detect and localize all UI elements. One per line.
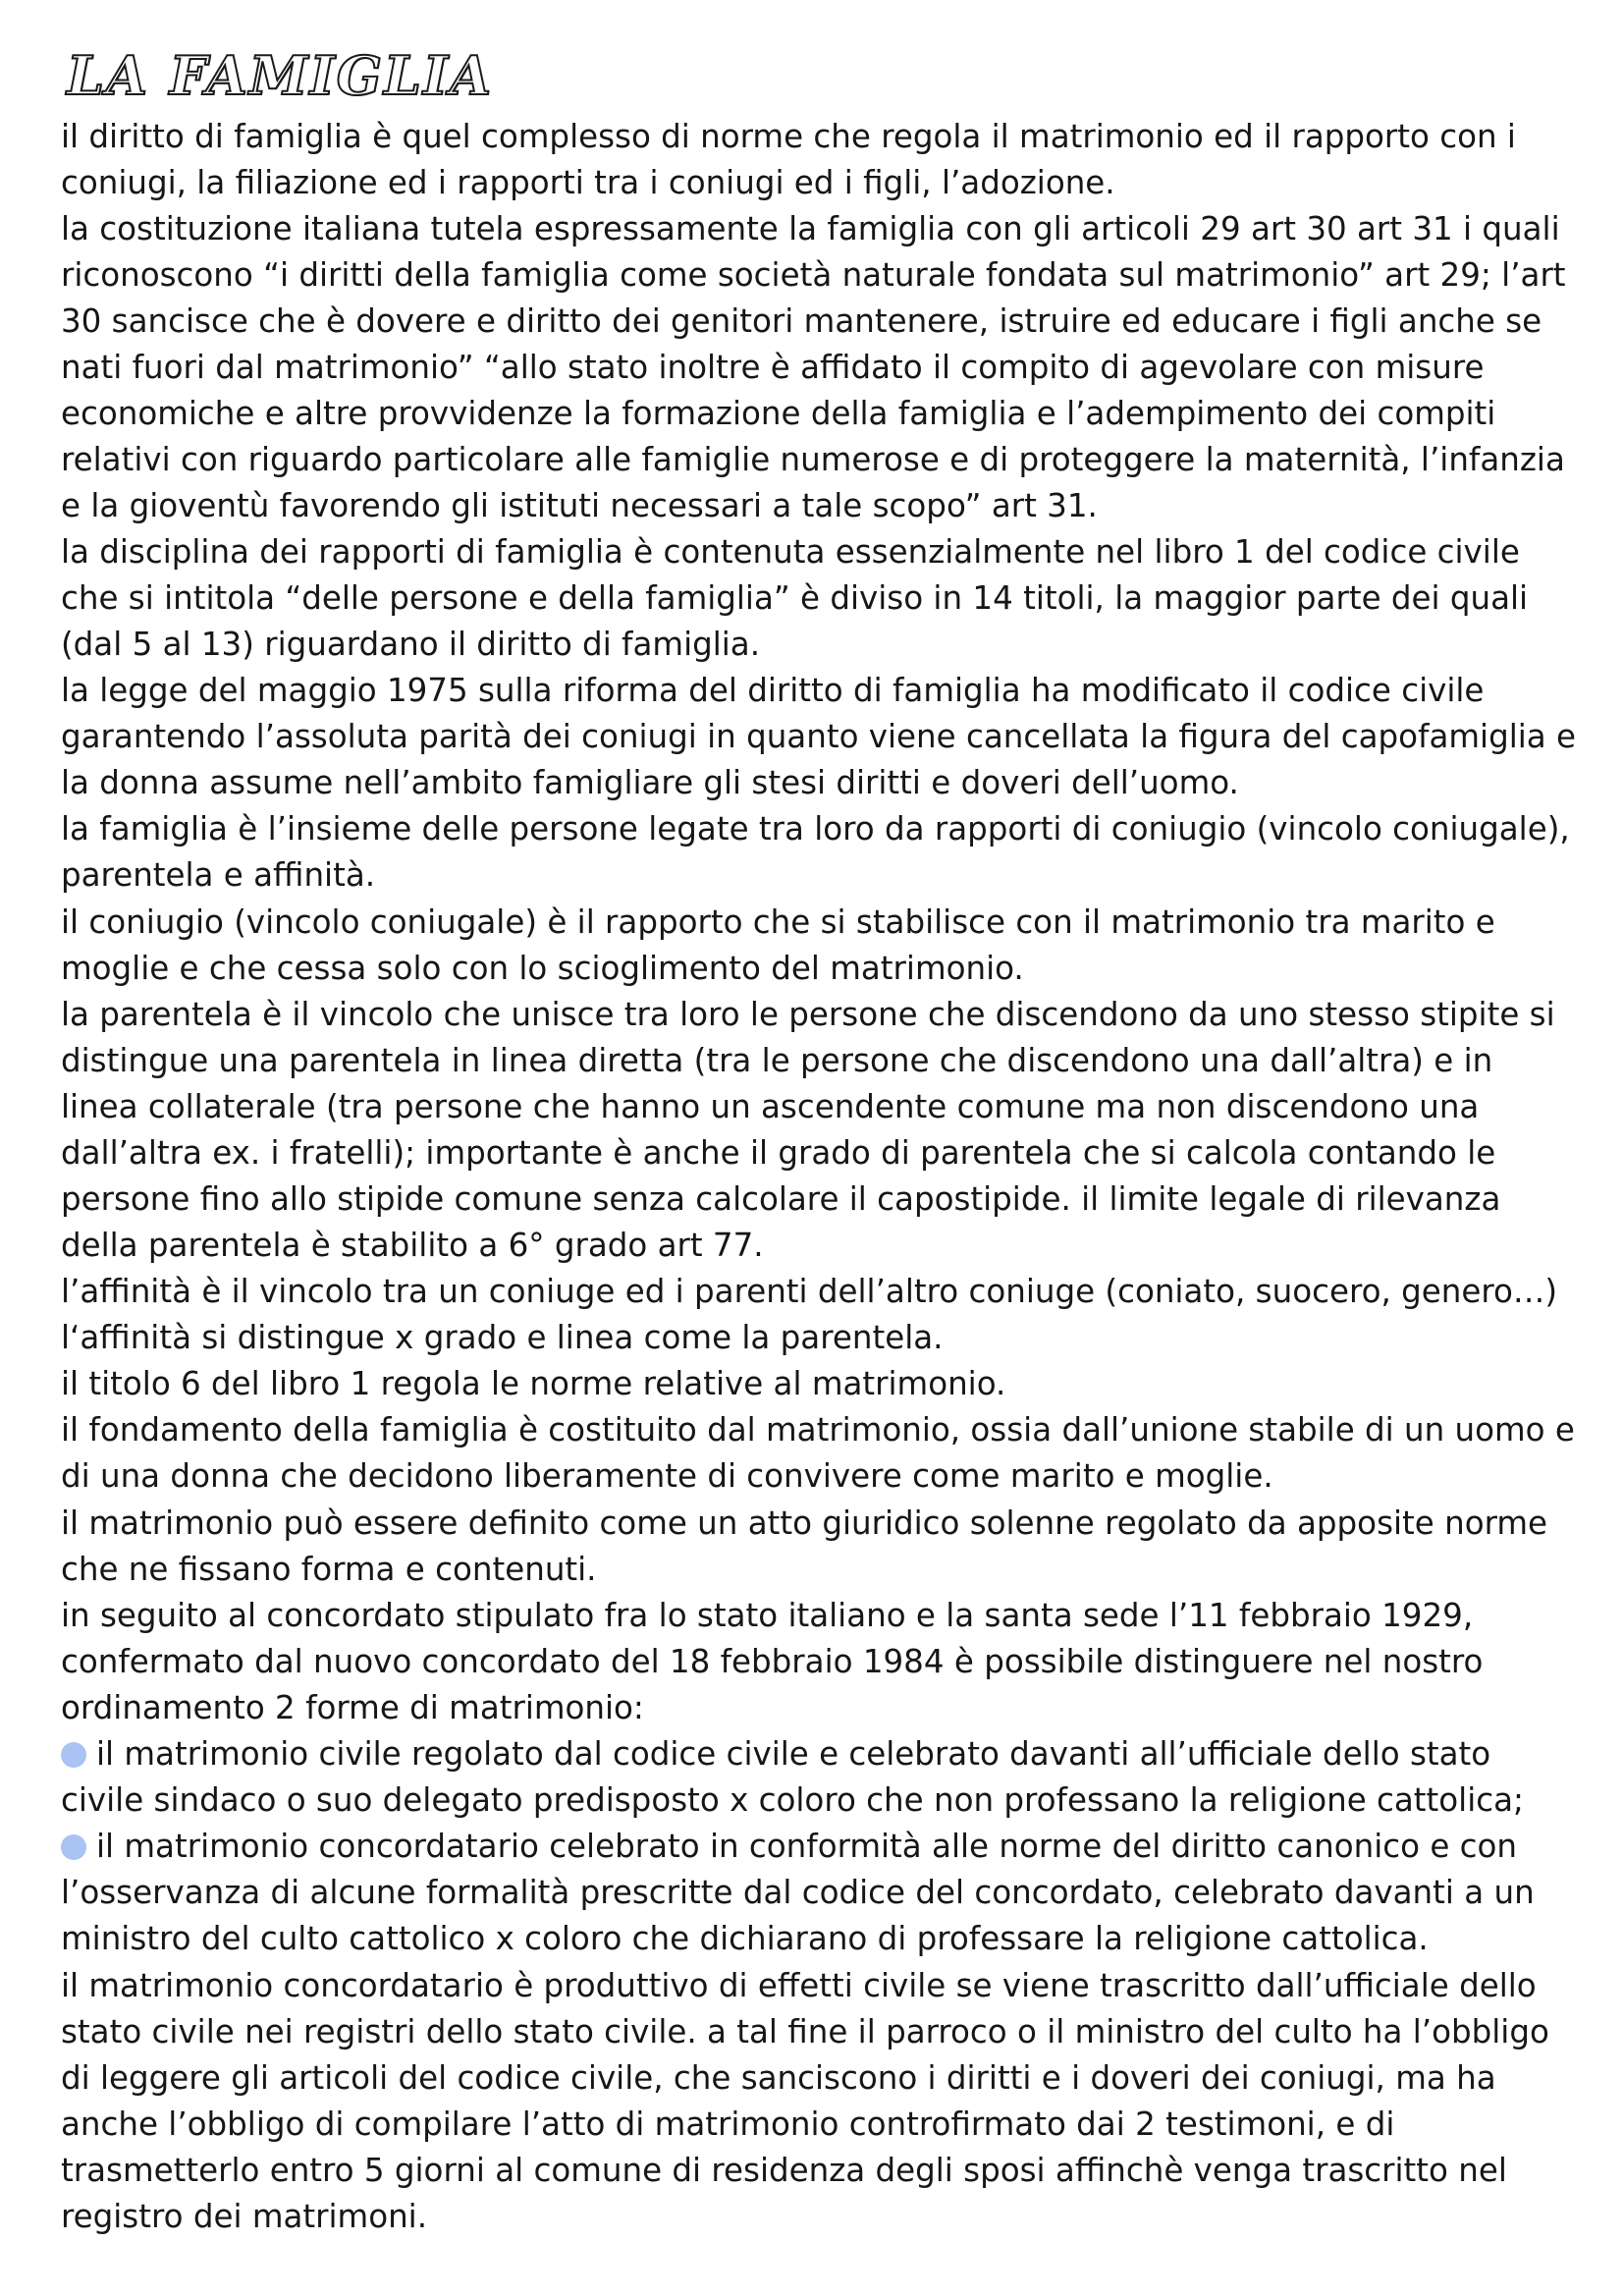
- paragraph: il diritto di famiglia è quel complesso di norme che regola il matrimonio ed il rapporto con i coniugi, la filiazione ed i rapporti tra i coniugi ed i figli, l’adozione.: [61, 118, 1516, 201]
- list-item-text: il matrimonio concordatario celebrato in conformità alle norme del diritto canonico e con l’osservanza di alcune formalità prescritte dal codice del concordato, celebrato davanti a un ministro del culto cattolico x coloro che dichiarano di professare la religione cattolica.: [61, 1828, 1535, 1957]
- paragraph: il coniugio (vincolo coniugale) è il rapporto che si stabilisce con il matrimonio tra marito e moglie e che cessa solo con lo scioglimento del matrimonio.: [61, 903, 1495, 987]
- paragraph: la disciplina dei rapporti di famiglia è contenuta essenzialmente nel libro 1 del codice civile che si intitola “delle persone e della famiglia” è diviso in 14 titoli, la maggior parte dei quali (dal 5 al 13) riguardano il diritto di famiglia.: [61, 533, 1529, 663]
- bullet-dot-icon: [61, 1834, 86, 1860]
- paragraph: il titolo 6 del libro 1 regola le norme relative al matrimonio.: [61, 1365, 1006, 1402]
- paragraph: il fondamento della famiglia è costituito dal matrimonio, ossia dall’unione stabile di un uomo e di una donna che decidono liberamente di convivere come marito e moglie.: [61, 1411, 1575, 1495]
- document-body: [61, 114, 1578, 2240]
- paragraph: la famiglia è l’insieme delle persone legate tra loro da rapporti di coniugio (vincolo coniugale), parentela e affinità.: [61, 810, 1570, 894]
- paragraph: l‘affinità si distingue x grado e linea come la parentela.: [61, 1319, 944, 1356]
- paragraph: l’affinità è il vincolo tra un coniuge ed i parenti dell’altro coniuge (coniato, suocero, genero…): [61, 1273, 1558, 1310]
- page-title: LA FAMIGLIA: [67, 44, 494, 107]
- paragraph: in seguito al concordato stipulato fra lo stato italiano e la santa sede l’11 febbraio 1929, confermato dal nuovo concordato del 18 febbraio 1984 è possibile distinguere nel nostro ordinamento 2 forme di matrimonio:: [61, 1597, 1484, 1726]
- paragraph: la legge del maggio 1975 sulla riforma del diritto di famiglia ha modificato il codice civile garantendo l’assoluta parità dei coniugi in quanto viene cancellata la figura del capofamiglia e la donna assume nell’ambito famigliare gli stesi diritti e doveri dell’uomo.: [61, 672, 1577, 801]
- paragraph: la costituzione italiana tutela espressamente la famiglia con gli articoli 29 art 30 art 31 i quali riconoscono “i diritti della famiglia come società naturale fondata sul matrimonio” art 29; l’art 30 sancisce che è dovere e diritto dei genitori mantenere, istruire ed educare i figli anche se nati fuori dal matrimonio” “allo stato inoltre è affidato il compito di agevolare con misure economiche e altre provvidenze la formazione della famiglia e l’adempimento dei compiti relativi con riguardo particolare alle famiglie numerose e di proteggere la maternità, l’infanzia e la gioventù favorendo gli istituti necessari a tale scopo” art 31.: [61, 210, 1566, 524]
- list-item: [61, 1824, 1578, 1962]
- document-page: [61, 39, 1578, 2240]
- paragraph: il matrimonio concordatario è produttivo di effetti civile se viene trascritto dall’ufficiale dello stato civile nei registri dello stato civile. a tal fine il parroco o il ministro del culto ha l’obbligo di leggere gli articoli del codice civile, che sanciscono i diritti e i doveri dei coniugi, ma ha anche l’obbligo di compilare l’atto di matrimonio controfirmato dai 2 testimoni, e di trasmetterlo entro 5 giorni al comune di residenza degli sposi affinchè venga trascritto nel registro dei matrimoni.: [61, 1967, 1549, 2235]
- list-item-text: il matrimonio civile regolato dal codice civile e celebrato davanti all’ufficiale dello stato civile sindaco o suo delegato predisposto x coloro che non professano la religione cattolica;: [61, 1735, 1524, 1819]
- list-item: [61, 1731, 1578, 1824]
- paragraph: il matrimonio può essere definito come un atto giuridico solenne regolato da apposite norme che ne fissano forma e contenuti.: [61, 1504, 1548, 1588]
- paragraph: la parentela è il vincolo che unisce tra loro le persone che discendono da uno stesso stipite si distingue una parentela in linea diretta (tra le persone che discendono una dall’altra) e in linea collaterale (tra persone che hanno un ascendente comune ma non discendono una dall’altra ex. i fratelli); importante è anche il grado di parentela che si calcola contando le persone fino allo stipide comune senza calcolare il capostipide. il limite legale di rilevanza della parentela è stabilito a 6° grado art 77.: [61, 996, 1555, 1264]
- bullet-dot-icon: [61, 1742, 86, 1768]
